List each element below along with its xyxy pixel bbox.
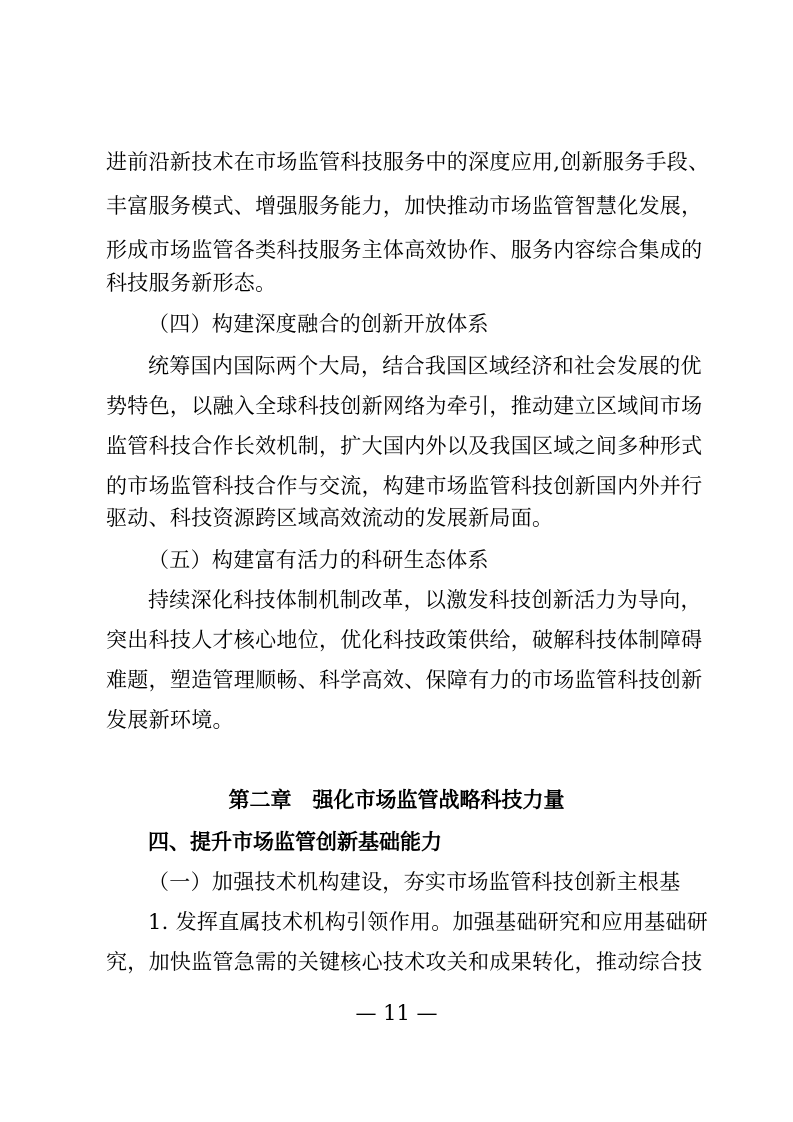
body-text-line: 科技服务新形态。 xyxy=(106,271,277,295)
body-text-line: 进前沿新技术在市场监管科技服务中的深度应用,创新服务手段、 xyxy=(106,150,710,174)
body-text-line: 形成市场监管各类科技服务主体高效协作、服务内容综合集成的 xyxy=(106,238,703,262)
page-number: — 11 — xyxy=(355,1001,438,1025)
body-text-line: 突出科技人才核心地位，优化科技政策供给，破解科技体制障碍 xyxy=(106,628,703,652)
body-text-line: 究，加快监管急需的关键核心技术攻关和成果转化，推动综合技 xyxy=(106,950,703,974)
subsection-heading: （一）加强技术机构建设，夯实市场监管科技创新主根基 xyxy=(148,870,681,894)
body-text-line: 丰富服务模式、增强服务能力，加快推动市场监管智慧化发展， xyxy=(106,194,703,218)
section-heading: （四）构建深度融合的创新开放体系 xyxy=(148,312,489,336)
body-text-line: 监管科技合作长效机制，扩大国内外以及我国区域之间多种形式 xyxy=(106,434,703,458)
body-text-line: 难题，塑造管理顺畅、科学高效、保障有力的市场监管科技创新 xyxy=(106,668,703,692)
body-text-line: 统筹国内国际两个大局，结合我国区域经济和社会发展的优 xyxy=(148,354,702,378)
body-text-line: 持续深化科技体制机制改革，以激发科技创新活力为导向， xyxy=(148,588,702,612)
body-text-line: 1. 发挥直属技术机构引领作用。加强基础研究和应用基础研 xyxy=(148,910,709,934)
section-title: 四、提升市场监管创新基础能力 xyxy=(148,830,442,854)
body-text-line: 势特色，以融入全球科技创新网络为牵引，推动建立区域间市场 xyxy=(106,394,703,418)
chapter-title: 第二章 强化市场监管战略科技力量 xyxy=(228,788,565,812)
section-heading: （五）构建富有活力的科研生态体系 xyxy=(148,548,489,572)
body-text-line: 的市场监管科技合作与交流，构建市场监管科技创新国内外并行 xyxy=(106,474,703,498)
body-text-line: 驱动、科技资源跨区域高效流动的发展新局面。 xyxy=(106,506,554,530)
body-text-line: 发展新环境。 xyxy=(106,708,234,732)
